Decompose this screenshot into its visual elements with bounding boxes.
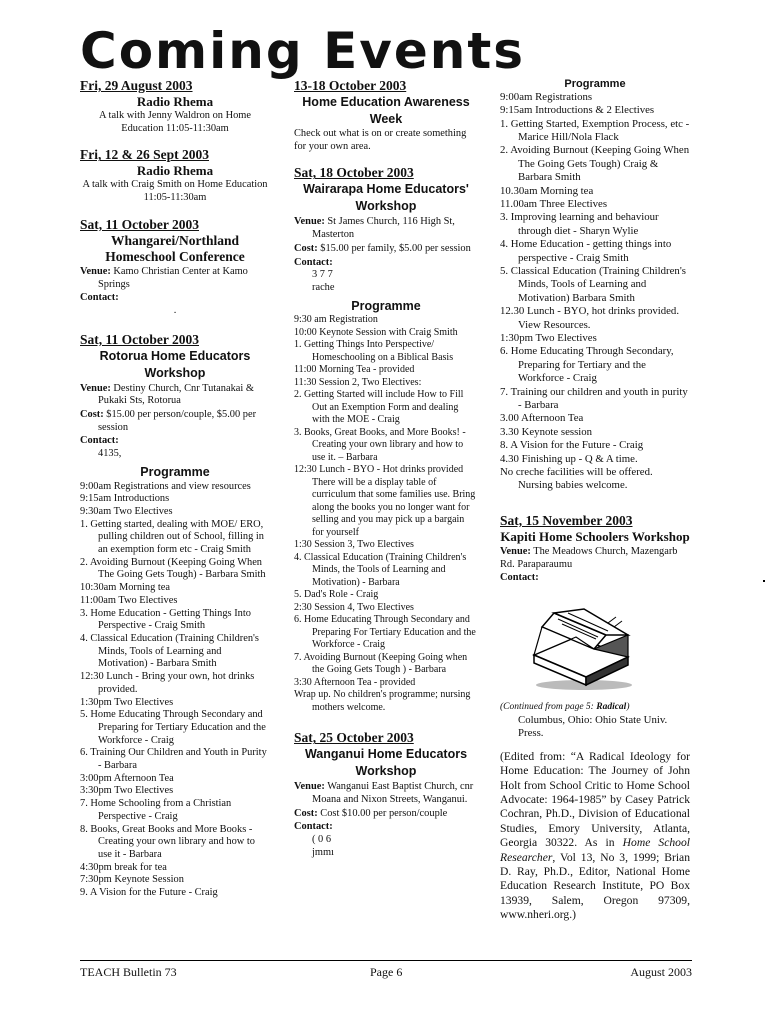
column-right [500,78,690,923]
edited-text-1: (Edited from: “A Radical Ideology for Home Education: The Journey of John Holt from School Critic to Home School Advocate: 1964-1985” by Casey Patrick Cochran, Ph.D., Division of Educational Studies, Emory University, Atlanta, Georgia 30322. As in [500,749,690,850]
venue-value: Wanganui East Baptist Church, cnr Moana and Nixon Streets, Wanganui. [312,781,474,806]
book-clipart-icon [524,605,690,693]
programme-item: 12.30 Lunch - BYO, hot drinks provided. View Resources. [500,305,680,331]
venue-label: Venue: [80,265,111,277]
event-description: A talk with Craig Smith on Home Education 11:05-11:30am [82,179,268,204]
programme-item: 3. Books, Great Books, and More Books! - Creating your own library and how to use it. – Barbara [294,426,466,463]
event-title: Radio Rhema [136,163,214,179]
programme-item: 6. Home Educating Through Secondary, Preparing for Tertiary and the Workforce - Craig [500,345,674,385]
page-title: Coming Events [80,22,525,80]
event-date: Sat, 15 November 2003 [500,512,633,528]
programme-item: 9:30am Two Electives [80,505,173,517]
continued-prefix: (Continued from page 5: [500,702,597,712]
programme-item: 9:15am Introductions & 2 Electives [500,104,655,117]
contact-label: Contact: [80,292,119,304]
programme-item: 1:30pm Two Electives [500,332,597,345]
venue-value: St James Church, 116 High St, Masterton [312,216,455,241]
programme-item: 3. Improving learning and behaviour through diet - Sharyn Wylie [500,211,659,237]
programme-item: 7. Training our children and youth in purity - Barbara [500,385,688,412]
event-title: Home Education Awareness Week [302,95,470,126]
programme-item: 3. Home Education - Getting Things Into Perspective - Craig Smith [80,607,251,632]
programme-item: 2:30 Session 4, Two Electives [294,601,414,613]
venue-label: Venue: [294,781,325,793]
programme-item: 3.00 Afternoon Tea [500,412,584,425]
programme-heading: Programme [140,464,210,479]
event-title: Whangarei/Northland Homeschool Conference [105,232,245,264]
venue-label: Venue: [294,216,325,228]
venue-label: Venue: [80,382,111,394]
continued-word: Radical [596,702,627,712]
programme-list [80,481,270,900]
venue-value: Destiny Church, Cnr Tutanakai & Pukaki Sts, Rotorua [98,382,254,407]
edited-note [500,750,690,923]
event-date: Sat, 25 October 2003 [294,730,414,746]
event-cost [294,808,478,821]
programme-item: 9:00am Registrations [500,90,593,103]
programme-item: 1:30pm Two Electives [80,696,174,708]
programme-item: 6. Home Educating Through Secondary and Preparing For Tertiary Education and the Workforce - Craig [294,614,476,651]
event-date: 13-18 October 2003 [294,78,407,93]
venue-label: Venue: [500,545,531,557]
programme-item: 9:15am Introductions [80,493,170,505]
event-date: Sat, 11 October 2003 [80,216,199,232]
programme-item: 2. Avoiding Burnout (Keeping Going When The Going Gets Tough) - Barbara Smith [80,556,266,581]
programme-item: No creche facilities will be offered. Nursing babies welcome. [500,466,653,492]
programme-item: 9:30 am Registration [294,314,378,326]
column-middle [294,78,478,860]
programme-item: 8. A Vision for the Future - Craig [500,439,644,452]
event-title: Kapiti Home Schoolers Workshop [500,528,690,544]
contact-label: Contact: [500,572,539,584]
programme-item: 7. Avoiding Burnout (Keeping Going when the Going Gets Tough ) - Barbara [294,651,468,676]
footer-page-number: Page 6 [370,965,403,979]
page-footer [80,960,692,979]
programme-item: 3:00pm Afternoon Tea [80,772,174,784]
venue-value: Kamo Christian Center at Kamo Springs [98,265,248,290]
event-date: Sat, 18 October 2003 [294,165,414,181]
programme-item: 11:00am Two Electives [80,594,178,606]
event-description: Check out what is on or create something for your own area. [294,128,467,152]
programme-item: 4. Classical Education (Training Children's Minds, Tools of Learning and Motivation) - Barbara Smith [80,632,259,670]
programme-item: 1. Getting started, dealing with MOE/ ERO, pulling children out of School, filling in an exemption form etc - Craig Smith [80,518,264,556]
event-cost [80,409,270,434]
event-title: Radio Rhema [136,94,214,109]
event-title: Rotorua Home Educators Workshop [99,348,251,380]
continued-text: Columbus, Ohio: Ohio State Univ. Press. [518,713,668,739]
event-date: Fri, 12 & 26 Sept 2003 [80,147,209,163]
contact-value: . [173,304,177,316]
contact-label: Contact: [294,821,333,833]
programme-item: 4. Classical Education (Training Children's Minds, the Tools of Learning and Motivation) - Barbara [294,551,467,588]
programme-item: 11.00am Three Electives [500,197,608,210]
programme-item: 10.30am Morning tea [500,184,594,197]
event-title: Wanganui Home Educators Workshop [304,747,468,779]
event-title: Wairarapa Home Educators' Workshop [303,182,469,214]
programme-item: 7. Home Schooling from a Christian Perspective - Craig [80,798,232,822]
programme-item: 1. Getting Started, Exemption Process, etc - Marice Hill/Nola Flack [500,117,690,143]
event-date: Sat, 11 October 2003 [80,331,199,347]
contact-label: Contact: [80,435,119,447]
event-venue [294,216,478,241]
column-left [80,78,270,900]
event-date: Fri, 29 August 2003 [80,78,193,93]
programme-item: 5. Home Educating Through Secondary and Preparing for Tertiary Education and the Workforce - Craig [80,709,266,746]
programme-item: 8. Books, Great Books and More Books - Creating your own library and how to use it - Barbara [80,823,255,860]
event-venue [80,383,270,408]
programme-item: 3:30pm Two Electives [80,785,174,797]
continued-suffix: ) [626,702,630,712]
contact-value: jmmı [312,846,334,858]
contact-label: Contact: [294,256,333,268]
programme-item: 12:30 Lunch - Bring your own, hot drinks provided. [80,671,255,695]
contact-value: 4135, [98,448,122,460]
programme-item: Wrap up. No children's programme; nursing mothers welcome. [294,689,471,713]
programme-heading: Programme [351,298,421,313]
programme-item: 7:30pm Keynote Session [80,874,184,886]
event-venue [500,546,690,571]
programme-item: 9:00am Registrations and view resources [80,480,251,492]
stray-mark [763,580,765,582]
programme-list [294,314,478,714]
programme-item: 11:00 Morning Tea - provided [294,364,415,376]
event-venue [294,781,478,806]
edited-journal: Home School Researcher [500,836,690,864]
programme-item: 9. A Vision for the Future - Craig [80,887,218,899]
programme-item: 5. Classical Education (Training Children's Minds, Tools of Learning and Motivation) Barbara Smith [500,264,686,304]
programme-item: 11:30 Session 2, Two Electives: [294,376,422,388]
continued-note [500,701,690,714]
programme-item: 1:30 Session 3, Two Electives [294,539,414,551]
contact-value: 3 7 7 [312,269,333,281]
programme-item: 6. Training Our Children and Youth in Purity - Barbara [80,747,267,772]
programme-item: 4:30pm break for tea [80,861,167,873]
programme-item: 2. Getting Started will include How to Fill Out an Exemption Form and dealing with the MOE - Craig [294,389,464,426]
programme-list [500,91,690,493]
cost-value: Cost $10.00 per person/couple [320,807,448,819]
programme-item: 12:30 Lunch - BYO - Hot drinks provided There will be a display table of curriculum that some families use. Bring along the books you no longer want for selling and you may pick up a bargain for yourself [294,464,476,538]
event-description: A talk with Jenny Waldron on Home Education 11:05-11:30am [99,110,251,134]
programme-item: 1. Getting Things Into Perspective/ Homeschooling on a Biblical Basis [294,339,454,363]
programme-item: 4.30 Finishing up - Q & A time. [500,452,638,465]
event-cost [294,243,478,256]
event-venue [80,266,270,291]
edited-text-2: , Vol 13, No 3, 1999; Brian D. Ray, Ph.D., Editor, National Home Education Research Institute, PO Box 13939, Salem, Oregon 97309, www.nheri.org.) [500,850,690,922]
programme-item: 10:30am Morning tea [80,582,171,594]
contact-value: rache [312,281,335,293]
footer-date: August 2003 [630,965,692,979]
programme-item: 2. Avoiding Burnout (Keeping Going When The Going Gets Tough) Craig & Barbara Smith [500,144,690,184]
footer-publication: TEACH Bulletin 73 [80,965,177,979]
cost-label: Cost: [294,242,318,254]
programme-item: 5. Dad's Role - Craig [294,589,379,601]
contact-value: ( 0 6 [312,834,332,846]
cost-value: $15.00 per person/couple, $5.00 per session [98,409,257,433]
programme-heading: Programme [564,78,626,90]
venue-value: The Meadows Church, Mazengarb Rd. Paraparaumu [500,545,678,570]
programme-item: 3.30 Keynote session [500,425,593,438]
programme-item: 4. Home Education - getting things into perspective - Craig Smith [500,238,672,264]
cost-label: Cost: [80,409,104,421]
programme-item: 10:00 Keynote Session with Craig Smith [294,326,458,338]
programme-item: 3:30 Afternoon Tea - provided [294,676,416,688]
cost-value: $15.00 per family, $5.00 per session [320,242,471,254]
cost-label: Cost: [294,807,318,819]
